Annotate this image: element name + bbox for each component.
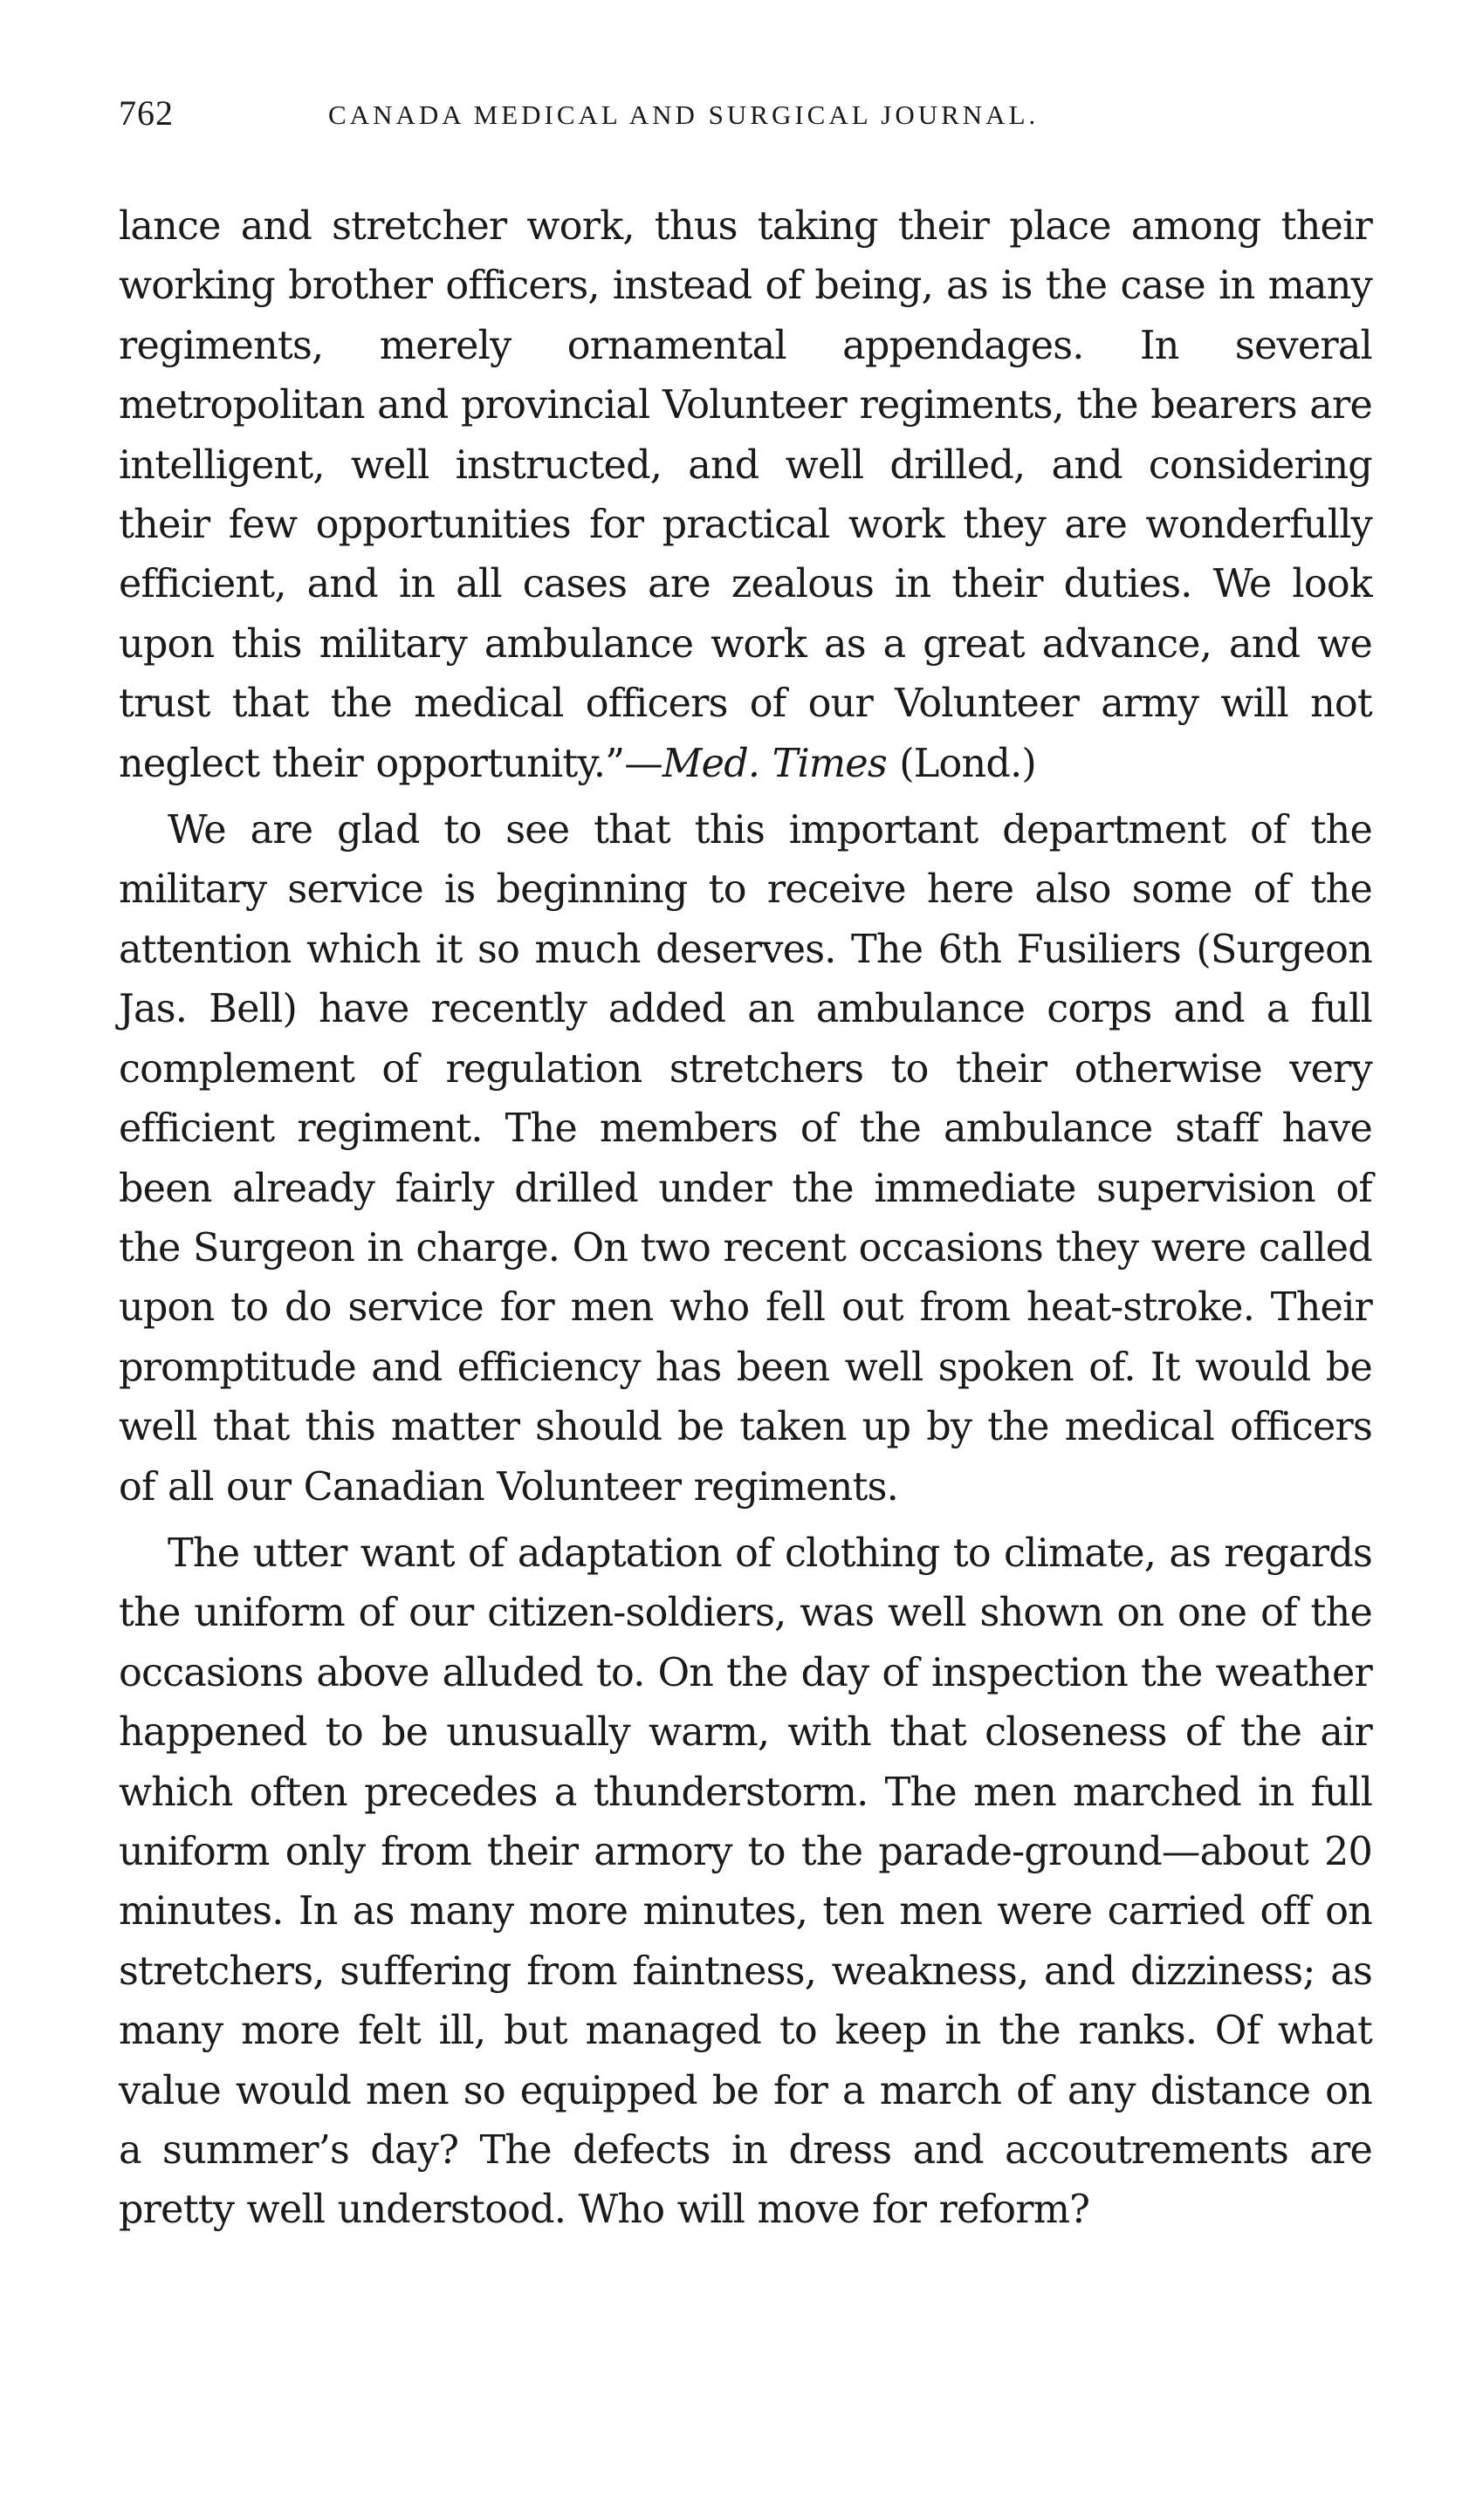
running-head: [119, 87, 1372, 157]
page-number: 762: [119, 93, 174, 133]
journal-page: [119, 87, 1372, 2241]
paragraph-3: The utter want of adaptation of clothing to climate, as regards the uniform of our citizen-soldiers, was well shown on one of the occasions above alluded to. On the day of inspection the weather happened to be unusually warm, with that closeness of the air which often precedes a thunderstorm. The men marched in full uniform only from their armory to the parade-ground—about 20 minutes. In as many more minutes, ten men were carried off on stretchers, suffering from faintness, weakness, and dizziness; as many more felt ill, but managed to keep in the ranks. Of what value would men so equipped be for a march of any distance on a summer’s day? The defects in dress and accoutrements are pretty well understood. Who will move for reform?: [119, 1530, 1372, 2233]
paragraph-1-text: lance and stretcher work, thus taking their place among their working brother officers, instead of being, as is the case in many regiments, merely ornamental appendages. In several metropolitan and provincial Volunteer regiments, the bearers are intelligent, well instructed, and well drilled, and considering their few opportunities for practical work they are wonderfully efficient, and in all cases are zealous in their duties. We look upon this military ambulance work as a great advance, and we trust that the medical officers of our Volunteer army will not neglect their opportunity.”—: [119, 204, 1372, 786]
citation-suffix: (Lond.): [886, 741, 1036, 786]
article-body: [119, 197, 1372, 2241]
paragraph-1: [119, 197, 1372, 794]
citation-source: Med. Times: [662, 741, 887, 786]
journal-title: CANADA MEDICAL AND SURGICAL JOURNAL.: [328, 99, 1040, 130]
paragraph-2: We are glad to see that this important department of the military service is beginning to receive here also some of the attention which it so much deserves. The 6th Fusiliers (Surgeon Jas. Bell) have recently added an ambulance corps and a full complement of regulation stretchers to their otherwise very efficient regiment. The members of the ambulance staff have been already fairly drilled under the immediate supervision of the Surgeon in charge. On two recent occasions they were called upon to do service for men who fell out from heat-stroke. Their promptitude and efficiency has been well spoken of. It would be well that this matter should be taken up by the medical officers of all our Canadian Volunteer regiments.: [119, 808, 1372, 1510]
